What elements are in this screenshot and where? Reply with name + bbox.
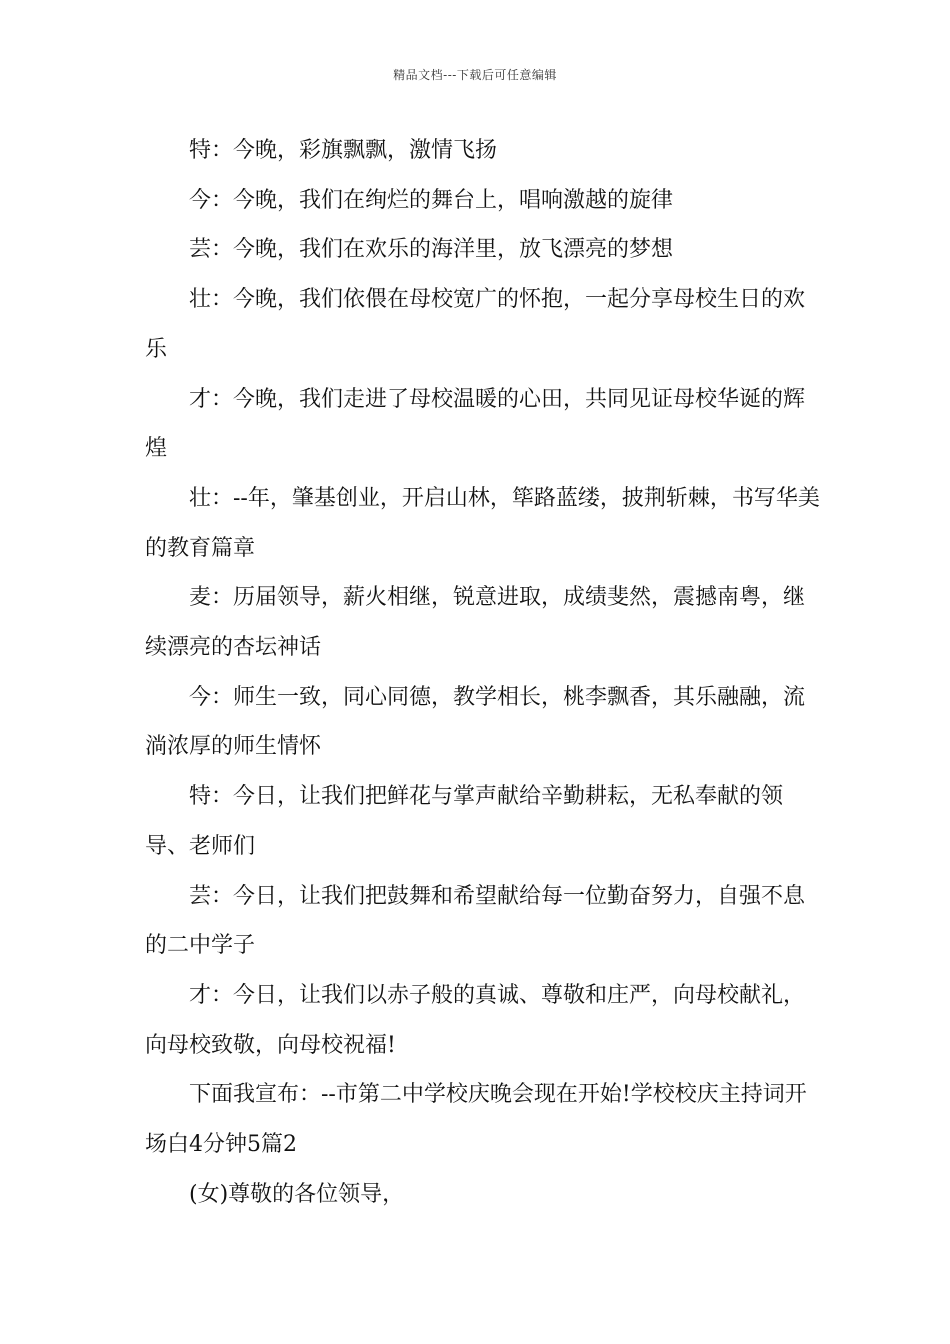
paragraph: 壮：今晚，我们依偎在母校宽广的怀抱，一起分享母校生日的欢乐 <box>145 287 806 362</box>
paragraph: 芸：今日，让我们把鼓舞和希望献给每一位勤奋努力，自强不息的二中学子 <box>145 883 806 959</box>
paragraph: 芸：今晚，我们在欢乐的海洋里，放飞漂亮的梦想 <box>189 237 674 263</box>
paragraph: 今：师生一致，同心同德，教学相长，桃李飘香，其乐融融，流淌浓厚的师生情怀 <box>145 684 806 760</box>
paragraph: 特：今晚，彩旗飘飘，激情飞扬 <box>189 138 498 163</box>
document-body <box>145 126 821 1219</box>
paragraph: 才：今晚，我们走进了母校温暖的心田，共同见证母校华诞的辉煌 <box>145 386 806 462</box>
paragraph: 麦：历届领导，薪火相继，锐意进取，成绩斐然，震撼南粤，继续漂亮的杏坛神话 <box>145 585 806 661</box>
paragraph: 才：今日，让我们以赤子般的真诚、尊敬和庄严，向母校献礼，向母校致敬，向母校祝福! <box>145 982 806 1058</box>
paragraph: (女)尊敬的各位领导， <box>189 1181 405 1207</box>
page-header: 精品文档---下载后可任意编辑 <box>393 68 557 82</box>
paragraph: 今：今晚，我们在绚烂的舞台上，唱响激越的旋律 <box>189 187 674 213</box>
paragraph: 壮：--年，肇基创业，开启山林，筚路蓝缕，披荆斩棘，书写华美的教育篇章 <box>145 485 820 561</box>
paragraph: 下面我宣布：--市第二中学校庆晚会现在开始!学校校庆主持词开场白4分钟5篇2 <box>145 1082 807 1158</box>
paragraph: 特：今日，让我们把鲜花与掌声献给辛勤耕耘，无私奉献的领导、老师们 <box>145 784 784 859</box>
